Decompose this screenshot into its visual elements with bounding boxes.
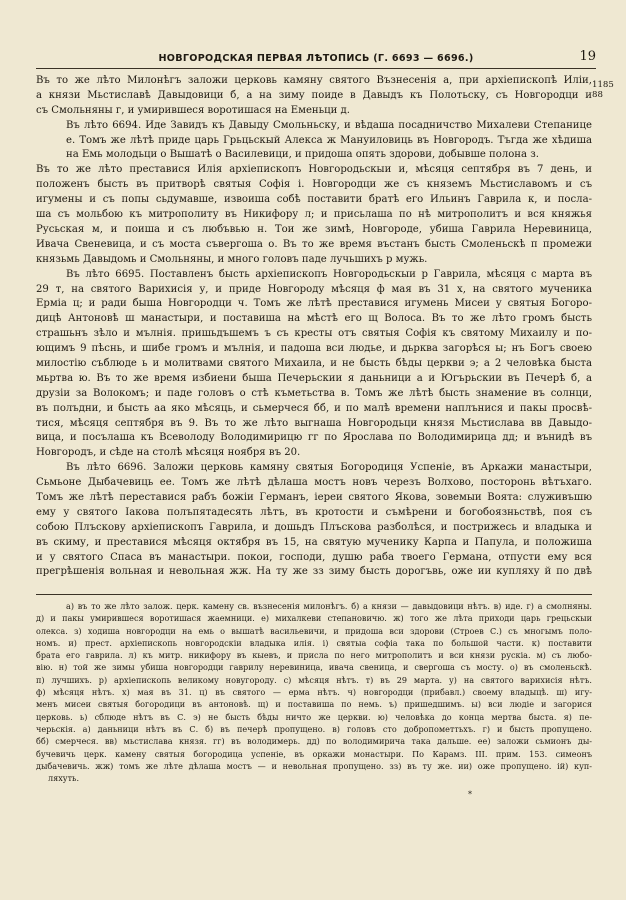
text-line: ющимъ 9 пѣснь, и шибе громъ и мълнія, и падоша вси людье, и дьрква загорѣся ы; нъ Богъ своею xyxy=(36,343,592,355)
text-line: ему у святого Іакова полъпятадесять лѣтъ, въ кротости и съмѣрени и богобоязньствѣ, поя съ xyxy=(36,506,592,518)
footnote-line: дыбачевичь. жж) томъ же лѣте дѣлаша мостъ — и невольная пропущено. зз) въ ту же. ии) оже пропущено. ій) куп- xyxy=(36,760,592,771)
text-line: мьртва ю. Въ то же время избиени быша Печерьскии я даньници а и Югърьскии въ Печерѣ б, а xyxy=(36,372,592,384)
chronicle-text xyxy=(36,74,592,580)
text-line: Сьмьоне Дыбачевиць ее. Томъ же лѣтѣ дѣлаша мостъ новъ черезъ Волхово, посторонь вѣтъхаго. xyxy=(36,477,592,489)
text-line: князьмь Давыдомь и Смольняны, и много головъ паде лучьшихъ р мужь. xyxy=(36,253,428,265)
footnote-line: олекса. з) ходиша новгородци на емь о вышатѣ васильевичи, и придоша вси здорови (Строев С.) съ многымъ поло- xyxy=(36,625,592,636)
text-line: ша съ мольбою къ митрополиту въ Никифору л; и присьлаша по нѣ митрополитъ и вся княжья xyxy=(36,209,592,221)
text-line: прегрѣшенія вольная и невольная жж. На ту же зз зиму бысть дорогъвь, оже ии купляху й по двѣ xyxy=(36,566,592,578)
footnote-line: п) лучшихъ. р) архіепископь великому новугороду. с) мѣсяця нѣтъ. т) въ 29 марта. у) на святого варихисія нѣтъ. xyxy=(36,674,592,685)
text-line: Новгородъ, и сѣде на столѣ мѣсяця ноября въ 20. xyxy=(36,447,301,459)
text-line: страшьнъ зѣло и мълнія. пришьдъшемъ ъ съ кресты отъ святыя Софія къ святому Михаилу и по- xyxy=(36,328,592,340)
text-line: съ Смольняны г, и умирившеся воротишася на Еменьци д. xyxy=(36,104,350,116)
text-line: Русьская м, и поиша и съ любъвью н. Тои же зимѣ, Новгороде, убиша Гаврила Неревиница, xyxy=(36,223,592,235)
footnote-line: вію. н) той же зимы убиша новгородци гаврилу неревиница, ивача свеница, и свергоша съ мосту. о) въ смоленьскѣ. xyxy=(36,662,592,673)
text-line: Въ лѣто 6695. Поставленъ бысть архіепископъ Новгородьскыи р Гаврила, мѣсяця с марта въ xyxy=(66,268,592,280)
margin-year: 1185 xyxy=(592,80,614,90)
footnote-line: номъ. и) прест. архіепископь новгородскіи владыка илія. і) святыа софіа така по большой части. к) поставити xyxy=(36,637,592,648)
footnotes xyxy=(36,600,592,784)
footnote-line: брата его гаврила. л) къ митр. никифору въ кыевъ, и присла по него митрополитъ и вси князи рускіа. м) съ любо- xyxy=(36,650,592,661)
text-line: а князи Мьстиславѣ Давыдовици б, а на зиму поиде в Давыдъ къ Полотьску, съ Новгородци и xyxy=(36,89,592,101)
footnote-rule xyxy=(36,594,592,595)
asterisk-mark: * xyxy=(468,790,472,799)
text-line: положенъ бысть въ притворѣ святыя Софія і. Новгородци же съ княземъ Мьстиславомъ и съ xyxy=(36,179,592,191)
footnote-line: менъ мисеи святыя богородици въ антоновѣ. щ) и поставиша по немь. ъ) пришедшимъ. ы) вси людіе и загорися xyxy=(36,699,592,710)
text-line: друзіи за Волокомъ; и паде головъ о стѣ къметьства в. Томъ же лѣтѣ бысть знамение въ солнци, xyxy=(36,387,592,399)
text-line: игумены и съ попы сьдумавше, извоиша собѣ поставити братѣ его Ильинъ Гаврила к, и посла- xyxy=(36,194,592,206)
text-line: и у святого Спаса въ манастыри. покои, господи, душю раба твоего Германа, отпусти ему вся xyxy=(36,551,592,563)
text-line: Ивача Свеневица, и съ моста съвергоша о. Въ то же время въстанъ бысть Смоленьскѣ п промежи xyxy=(36,238,592,250)
running-title: НОВГОРОДСКАЯ ПЕРВАЯ ЛѢТОПИСЬ (Г. 6693 — 6696.) xyxy=(158,53,474,64)
text-line: собою Плъскову архіепископъ Гаврила, и дошьдъ Плъскова разболѣся, и пострижесь и владыка и xyxy=(36,521,592,533)
footnote-line: церковь. ь) сблюде нѣтъ въ С. э) не бысть бѣды ничто же церкви. ю) человѣка до конца мертва быста. я) пе- xyxy=(36,711,592,722)
text-line: милостію съблюде ь и молитвами святого Михаила, и не бысть бѣды церкви э; а 2 человѣка быста xyxy=(36,357,592,369)
text-line: дицѣ Антоновѣ ш манастыри, и поставиша на мѣстѣ его щ Волоса. Въ то же лѣто громъ бысть xyxy=(36,313,592,325)
text-line: Томъ же лѣтѣ переставися рабъ божіи Германъ, іереи святого Якова, зовемыи Воята: служивъшю xyxy=(36,491,592,503)
text-line: въ скиму, и преставися мѣсяця октября въ 15, на святую мученику Карпа и Папула, и положиша xyxy=(36,536,592,548)
text-line: въ полъдни, и бысть аа яко мѣсяць, и сьмерчеся бб, и по малѣ времени наплънися и пакы просвѣ- xyxy=(36,402,592,414)
page-number: 19 xyxy=(579,49,596,64)
text-line: тися, мѣсяця септября въ 9. Въ то же лѣто выгнаша Новгородьци князя Мьстислава вв Давыдо- xyxy=(36,417,592,429)
footnote-line: ф) мѣсяця нѣтъ. х) мая въ 31. ц) въ святого — ерма нѣтъ. ч) новгородци (прибавл.) своему владыцѣ. ш) игу- xyxy=(36,687,592,698)
footnote-line: а) въ то же лѣто залож. церк. камену св. възнесенія милонѣгъ. б) а князи — давыдовици нѣтъ. в) иде. г) а смолняны. xyxy=(66,601,592,611)
text-line: Въ лѣто 6694. Иде Завидъ къ Давыду Смольньску, и вѣдаша посадничство Михалеви Степанице е. Томъ же лѣтѣ приде царь Грьцьскый Алекса ж Мануиловиць въ Новгородъ. Тъгда же хѣдиша на Емь молодьци о Вышатѣ о Василевици, и придоша опять здорови, добывше полона з. xyxy=(66,119,592,161)
footnote-line: бб) смерчеся. вв) мьстислава князя. гг) въ володимерь. дд) по володимирича така дальше. ее) заложи сьмионъ ды- xyxy=(36,736,592,747)
footnote-line: д) и пакы умирившеся воротишася жаемници. е) михалкеви степановичю. ж) того же лѣта приходи царь грецьскыи xyxy=(36,613,592,624)
text-line: 29 т, на святого Варихисія у, и приде Новгороду мѣсяця ф мая въ 31 х, на святого мученика xyxy=(36,283,592,295)
footnote-line: бучевичь церк. камену святыя богородица успеніе, въ оркажи монастыри. По Карамз. III. прим. 153. симеонъ xyxy=(36,748,592,759)
margin-year-note xyxy=(592,80,622,100)
text-line: Въ то же лѣто Милонѣгъ заложи церковь камяну святого Възнесенія а, при архіепископѣ Иліи, xyxy=(36,75,592,86)
text-line: Въ то же лѣто преставися Илія архіепископъ Новгородьскыи и, мѣсяця септября въ 7 день, и xyxy=(36,164,592,176)
margin-year: 88 xyxy=(592,90,603,100)
text-line: Ерміа ц; и ради быша Новгородци ч. Томъ же лѣтѣ преставися игумень Мисеи у святыя Богоро- xyxy=(36,298,592,310)
page-header xyxy=(36,49,596,69)
text-line: Въ лѣто 6696. Заложи церковь камяну святыя Богородиця Успеніе, въ Аркажи манастыри, xyxy=(66,462,592,474)
footnote-line: ляхуть. xyxy=(48,773,80,784)
footnote-line: черьскія. а) даньници нѣтъ въ С. б) въ печерѣ пропущено. в) головъ сто добропометтьхъ. г) и бысть пропущено. xyxy=(36,723,592,734)
text-line: вица, и посълаша къ Всеволоду Володимирицю гг по Ярослава по Володимирица дд; и вънидѣ въ xyxy=(36,432,592,444)
